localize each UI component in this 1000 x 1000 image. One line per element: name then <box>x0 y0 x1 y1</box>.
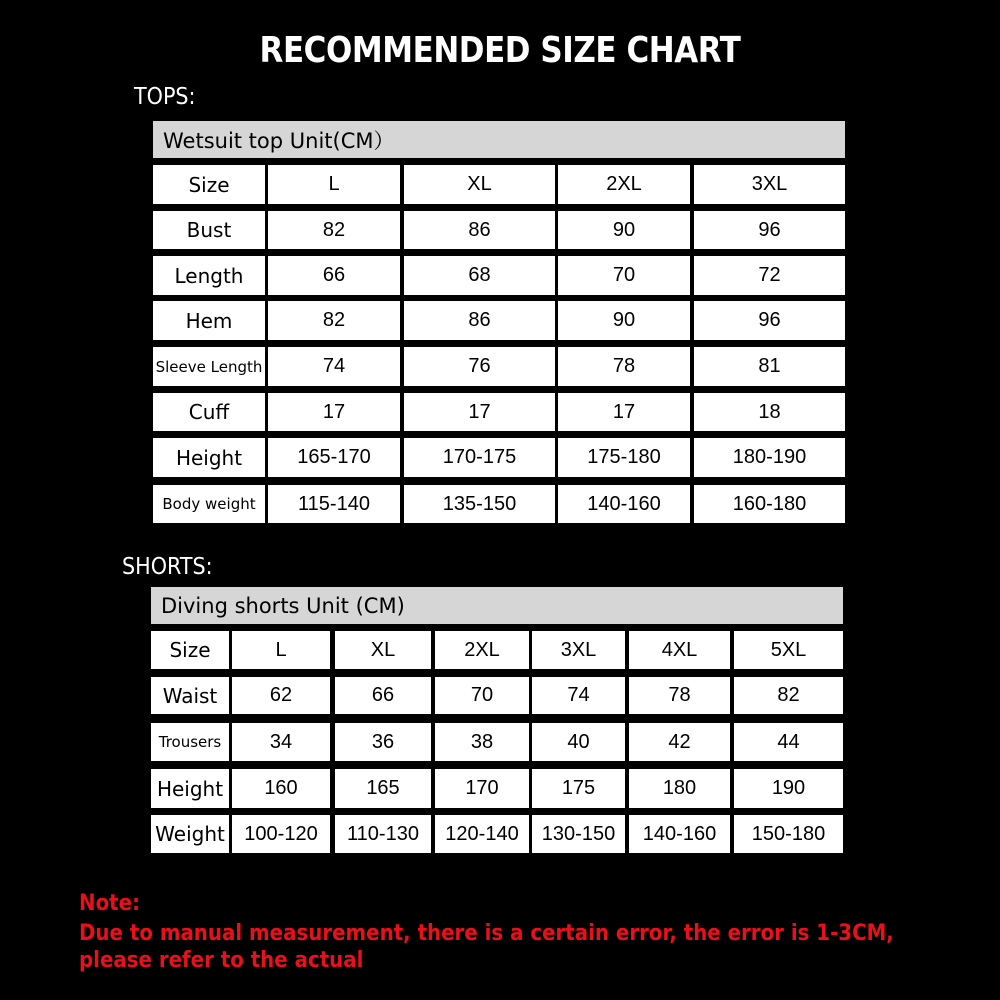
shorts-value-cell: 34 <box>232 723 330 761</box>
shorts-value-cell: 160 <box>232 769 330 808</box>
tops-value-cell: 90 <box>558 211 690 249</box>
shorts-header-cell: XL <box>335 631 431 669</box>
shorts-value-cell: 44 <box>734 723 843 761</box>
tops-row-label: Body weight <box>153 485 265 523</box>
tops-value-cell: 180-190 <box>694 438 845 477</box>
tops-section-label: TOPS: <box>134 84 196 110</box>
tops-value-cell: 82 <box>268 211 400 249</box>
shorts-row-label: Weight <box>151 815 229 853</box>
tops-row-label: Sleeve Length <box>153 347 265 386</box>
tops-value-cell: 86 <box>404 301 555 340</box>
tops-value-cell: 115-140 <box>268 485 400 523</box>
tops-value-cell: 17 <box>558 393 690 431</box>
tops-value-cell: 68 <box>404 256 555 295</box>
shorts-header-cell: 5XL <box>734 631 843 669</box>
tops-value-cell: 74 <box>268 347 400 386</box>
shorts-value-cell: 140-160 <box>629 815 730 853</box>
tops-header-cell: 2XL <box>558 165 690 204</box>
note-heading: Note: <box>79 891 140 916</box>
shorts-value-cell: 62 <box>232 677 330 714</box>
tops-value-cell: 82 <box>268 301 400 340</box>
tops-value-cell: 96 <box>694 211 845 249</box>
shorts-value-cell: 175 <box>532 769 625 808</box>
shorts-header-cell: Size <box>151 631 229 669</box>
tops-row-label: Height <box>153 438 265 477</box>
shorts-value-cell: 100-120 <box>232 815 330 853</box>
tops-value-cell: 17 <box>404 393 555 431</box>
shorts-value-cell: 150-180 <box>734 815 843 853</box>
tops-row-label: Length <box>153 256 265 295</box>
shorts-value-cell: 70 <box>435 677 529 714</box>
shorts-row-label: Height <box>151 769 229 808</box>
shorts-value-cell: 170 <box>435 769 529 808</box>
shorts-value-cell: 165 <box>335 769 431 808</box>
shorts-value-cell: 40 <box>532 723 625 761</box>
shorts-row-label: Waist <box>151 677 229 714</box>
tops-value-cell: 160-180 <box>694 485 845 523</box>
shorts-section-label: SHORTS: <box>122 554 213 580</box>
shorts-value-cell: 180 <box>629 769 730 808</box>
note-line-1: Due to manual measurement, there is a certain error, the error is 1-3CM, <box>79 921 894 946</box>
tops-value-cell: 72 <box>694 256 845 295</box>
shorts-value-cell: 82 <box>734 677 843 714</box>
shorts-header-cell: 2XL <box>435 631 529 669</box>
shorts-value-cell: 130-150 <box>532 815 625 853</box>
shorts-header-cell: 4XL <box>629 631 730 669</box>
tops-header-cell: L <box>268 165 400 204</box>
tops-value-cell: 78 <box>558 347 690 386</box>
tops-row-label: Bust <box>153 211 265 249</box>
shorts-value-cell: 38 <box>435 723 529 761</box>
tops-header-cell: XL <box>404 165 555 204</box>
shorts-value-cell: 78 <box>629 677 730 714</box>
shorts-value-cell: 42 <box>629 723 730 761</box>
shorts-header-cell: 3XL <box>532 631 625 669</box>
tops-value-cell: 18 <box>694 393 845 431</box>
shorts-table-caption: Diving shorts Unit (CM) <box>151 587 843 624</box>
tops-value-cell: 135-150 <box>404 485 555 523</box>
tops-value-cell: 96 <box>694 301 845 340</box>
shorts-value-cell: 66 <box>335 677 431 714</box>
tops-value-cell: 66 <box>268 256 400 295</box>
tops-value-cell: 70 <box>558 256 690 295</box>
tops-header-cell: 3XL <box>694 165 845 204</box>
shorts-header-cell: L <box>232 631 330 669</box>
shorts-value-cell: 190 <box>734 769 843 808</box>
tops-header-cell: Size <box>153 165 265 204</box>
tops-value-cell: 175-180 <box>558 438 690 477</box>
tops-value-cell: 140-160 <box>558 485 690 523</box>
tops-value-cell: 76 <box>404 347 555 386</box>
tops-value-cell: 170-175 <box>404 438 555 477</box>
tops-row-label: Cuff <box>153 393 265 431</box>
tops-value-cell: 17 <box>268 393 400 431</box>
note-line-2: please refer to the actual <box>79 948 364 973</box>
shorts-value-cell: 74 <box>532 677 625 714</box>
shorts-value-cell: 120-140 <box>435 815 529 853</box>
tops-value-cell: 86 <box>404 211 555 249</box>
tops-value-cell: 90 <box>558 301 690 340</box>
shorts-row-label: Trousers <box>151 723 229 761</box>
tops-row-label: Hem <box>153 301 265 340</box>
shorts-value-cell: 110-130 <box>335 815 431 853</box>
tops-value-cell: 81 <box>694 347 845 386</box>
tops-table-caption: Wetsuit top Unit(CM） <box>153 121 845 158</box>
page-title: RECOMMENDED SIZE CHART <box>259 30 741 71</box>
shorts-value-cell: 36 <box>335 723 431 761</box>
tops-value-cell: 165-170 <box>268 438 400 477</box>
